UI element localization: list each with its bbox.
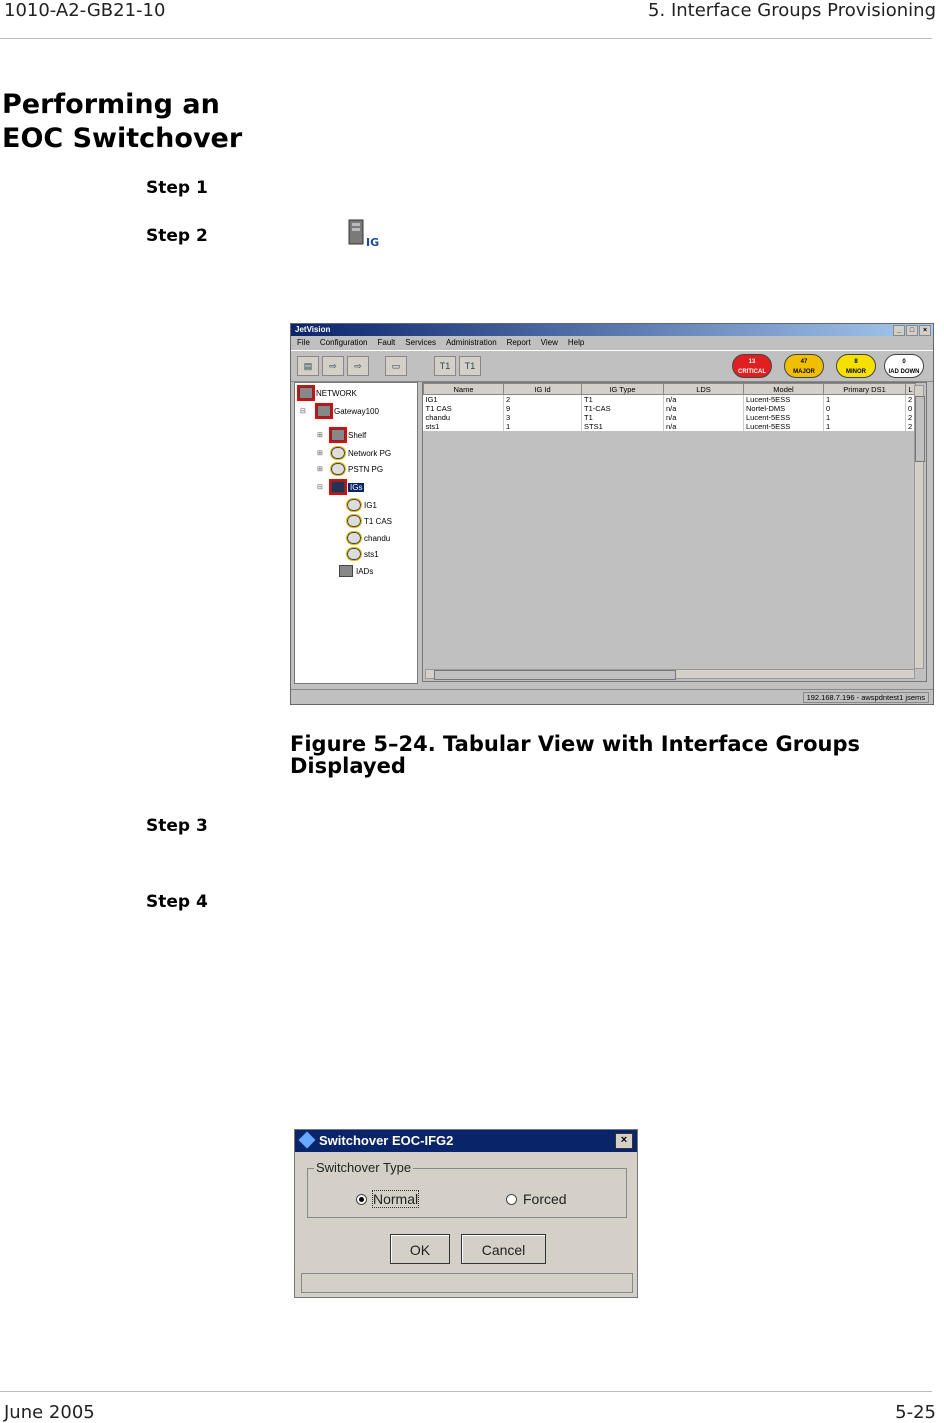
dialog-title: Switchover EOC-IFG2 — [319, 1133, 454, 1148]
radio-forced-label: Forced — [523, 1191, 567, 1207]
step-2: Step 2 — [146, 226, 208, 246]
switchover-type-label: Switchover Type — [316, 1160, 412, 1175]
network-tree — [294, 382, 418, 684]
switchover-type-group — [307, 1160, 627, 1218]
menubar — [291, 336, 933, 350]
interface-group-icon — [331, 481, 345, 493]
save-icon[interactable]: ▤ — [297, 356, 319, 376]
collapse-icon[interactable]: ⊟ — [317, 484, 323, 491]
footer-rule — [0, 1391, 932, 1392]
section-title-line1: Performing an — [2, 89, 220, 120]
print-icon[interactable]: ▭ — [385, 356, 407, 376]
tree-node-sts1[interactable]: sts1 — [347, 548, 379, 560]
open-folder-icon[interactable]: ⇨ — [322, 356, 344, 376]
tree-node-gateway[interactable]: Gateway100 — [317, 405, 379, 417]
doc-id: 1010-A2-GB21-10 — [4, 0, 166, 21]
table-row[interactable]: chandu 3 T1 n/a Lucent-5ESS 1 2 — [424, 413, 916, 422]
iad-icon — [339, 565, 353, 577]
dialog-titlebar — [295, 1130, 637, 1152]
tree-node-network[interactable]: NETWORK — [299, 387, 357, 399]
t1-view-icon[interactable]: T1 — [434, 356, 456, 376]
radio-normal-label: Normal — [373, 1191, 419, 1207]
dialog-status-field — [301, 1273, 633, 1293]
ig-item-icon — [347, 532, 361, 544]
tree-node-network-pg[interactable]: Network PG — [331, 447, 391, 459]
footer-date: June 2005 — [4, 1402, 95, 1423]
close-button[interactable]: × — [919, 325, 931, 336]
expand-icon[interactable]: ⊞ — [317, 432, 323, 439]
shelf-icon — [331, 429, 345, 441]
ig-icon-label: IG — [366, 236, 380, 249]
t1-add-icon[interactable]: T1 — [459, 356, 481, 376]
radio-normal[interactable] — [356, 1191, 418, 1207]
horizontal-scrollbar[interactable] — [425, 669, 915, 679]
tree-node-shelf[interactable]: Shelf — [331, 429, 366, 441]
menu-configuration[interactable]: Configuration — [319, 338, 368, 347]
chapter-title: 5. Interface Groups Provisioning — [648, 0, 936, 21]
ig-item-icon — [347, 499, 361, 511]
collapse-icon[interactable]: ⊟ — [300, 408, 306, 415]
menu-report[interactable]: Report — [506, 338, 531, 347]
ok-button[interactable]: OK — [390, 1234, 450, 1264]
header-rule — [0, 38, 932, 39]
vertical-scrollbar[interactable] — [914, 385, 924, 669]
table-row[interactable]: sts1 1 STS1 n/a Lucent-5ESS 1 2 — [424, 422, 916, 431]
toolbar — [291, 350, 933, 382]
menu-fault[interactable]: Fault — [377, 338, 396, 347]
tree-node-t1-cas[interactable]: T1 CAS — [347, 515, 392, 527]
step-3: Step 3 — [146, 816, 208, 836]
tree-node-iads[interactable]: IADs — [339, 565, 373, 577]
alarm-critical[interactable]: 13 CRITICAL — [732, 354, 772, 378]
scroll-thumb[interactable] — [434, 670, 676, 680]
column-header[interactable]: Name — [424, 384, 504, 395]
column-header[interactable]: LDS — [664, 384, 744, 395]
cancel-button[interactable]: Cancel — [461, 1234, 546, 1264]
alarm-iad-down[interactable]: 0 IAD DOWN — [884, 354, 924, 378]
menu-administration[interactable]: Administration — [445, 338, 497, 347]
table-row[interactable]: T1 CAS 9 T1-CAS n/a Nortel-DMS 0 0 — [424, 404, 916, 413]
page-number: 5-25 — [895, 1402, 936, 1423]
maximize-button[interactable]: □ — [906, 325, 918, 336]
peer-group-icon — [331, 463, 345, 475]
figure-caption-line2: Displayed — [290, 754, 406, 778]
column-header[interactable]: Model — [744, 384, 824, 395]
scroll-thumb[interactable] — [915, 396, 925, 462]
figure-caption-line1: Figure 5–24. Tabular View with Interface Groups — [290, 732, 861, 756]
section-title — [2, 88, 242, 156]
figure-caption — [290, 733, 890, 777]
network-icon — [299, 387, 313, 399]
jetvision-screenshot — [290, 323, 934, 705]
tree-node-ig1[interactable]: IG1 — [347, 499, 377, 511]
expand-icon[interactable]: ⊞ — [317, 450, 323, 457]
interface-group-icon — [346, 218, 386, 250]
column-header[interactable]: Primary DS1 — [824, 384, 906, 395]
connection-status: 192.168.7.196 - awspdntest1 jsems — [803, 692, 929, 703]
menu-help[interactable]: Help — [567, 338, 585, 347]
switchover-dialog — [294, 1129, 638, 1298]
tree-node-pstn-pg[interactable]: PSTN PG — [331, 463, 383, 475]
ig-table — [422, 382, 927, 682]
tree-node-chandu[interactable]: chandu — [347, 532, 390, 544]
ig-item-icon — [347, 548, 361, 560]
ig-item-icon — [347, 515, 361, 527]
section-title-line2: EOC Switchover — [2, 123, 243, 154]
minimize-button[interactable]: _ — [893, 325, 905, 336]
ig-grid — [423, 383, 916, 431]
app-statusbar — [291, 689, 933, 704]
step-4: Step 4 — [146, 892, 208, 912]
table-row[interactable]: IG1 2 T1 n/a Lucent-5ESS 1 2 — [424, 395, 916, 405]
menu-file[interactable]: File — [297, 338, 310, 347]
radio-unselected-icon[interactable] — [506, 1194, 517, 1205]
radio-selected-icon[interactable] — [356, 1194, 367, 1205]
gateway-icon — [317, 405, 331, 417]
column-header[interactable]: IG Id — [504, 384, 582, 395]
menu-services[interactable]: Services — [405, 338, 436, 347]
alarm-minor[interactable]: 8 MINOR — [836, 354, 876, 378]
close-icon[interactable]: × — [615, 1133, 633, 1149]
java-cup-icon — [299, 1132, 316, 1149]
alarm-major[interactable]: 47 MAJOR — [784, 354, 824, 378]
export-icon[interactable]: ⇨ — [347, 356, 369, 376]
column-header[interactable]: IG Type — [582, 384, 664, 395]
peer-group-icon — [331, 447, 345, 459]
app-title: JetVision — [295, 325, 331, 334]
column-header[interactable]: L — [906, 384, 916, 395]
radio-forced[interactable] — [506, 1191, 567, 1207]
menu-view[interactable]: View — [540, 338, 558, 347]
expand-icon[interactable]: ⊞ — [317, 466, 323, 473]
step-1: Step 1 — [146, 178, 208, 198]
app-titlebar — [291, 324, 933, 336]
tree-node-igs[interactable]: IGs — [331, 481, 364, 493]
